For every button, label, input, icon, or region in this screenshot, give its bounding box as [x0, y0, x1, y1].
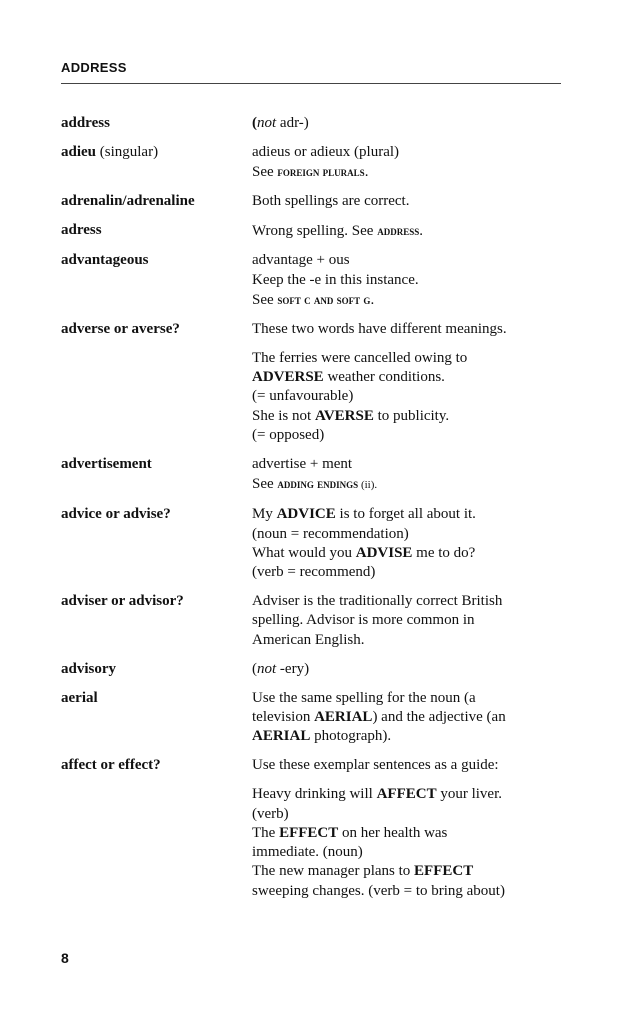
definition-line [252, 824, 566, 843]
definition-paragraph [252, 785, 566, 901]
text-run: photograph). [310, 728, 392, 745]
definition-line [252, 785, 566, 804]
text-run: adr-) [276, 115, 309, 131]
emphasis-word: AERIAL [252, 728, 311, 745]
cross-reference: address [377, 223, 420, 239]
running-header: ADDRESS [61, 60, 127, 75]
entry-term [61, 756, 252, 901]
text-run: sweeping changes. (verb = to bring about) [252, 882, 505, 899]
definition-paragraph [252, 505, 566, 582]
text-run: ( [252, 660, 257, 677]
text-run: to publicity. [373, 407, 450, 424]
definition-paragraph [252, 349, 566, 445]
definition-paragraph [252, 689, 566, 747]
small-note: (ii). [358, 479, 378, 492]
italic-word: not [257, 115, 277, 131]
definition-paragraph [252, 320, 566, 339]
definition-line [252, 114, 566, 133]
text-run: (= opposed) [252, 426, 325, 443]
text-run: The new manager plans to [252, 863, 415, 880]
dictionary-entries [61, 114, 566, 911]
definition-line [252, 660, 566, 679]
text-run: American English. [252, 631, 365, 648]
definition-line [252, 727, 566, 746]
headword: aerial [61, 689, 98, 706]
definition-line [252, 251, 566, 270]
definition-line [252, 221, 566, 241]
cross-reference: soft c and soft g [277, 291, 371, 307]
definition-paragraph [252, 455, 566, 496]
entry-definition [252, 455, 566, 496]
text-run: immediate. (noun) [252, 844, 363, 861]
headword: advantageous [61, 252, 149, 269]
entry-definition [252, 320, 566, 445]
definition-line [252, 882, 566, 901]
cross-reference: foreign plurals [277, 164, 365, 180]
entry-row [61, 689, 566, 747]
definition-line [252, 143, 566, 162]
text-run: Adviser is the traditionally correct British [252, 593, 503, 610]
definition-line [252, 756, 566, 775]
text-run: Wrong spelling. See [252, 223, 378, 240]
text-run: advertise + ment [252, 455, 353, 472]
text-run: What would you [252, 544, 356, 561]
entry-row [61, 192, 566, 211]
entry-term [61, 251, 252, 310]
text-run: . [370, 291, 375, 308]
entry-definition [252, 756, 566, 901]
entry-term [61, 320, 252, 445]
entry-definition [252, 114, 566, 133]
text-run: The [252, 824, 280, 841]
definition-line [252, 505, 566, 524]
headword: adverse or averse? [61, 320, 180, 337]
definition-line [252, 162, 566, 182]
text-run: -ery) [276, 660, 310, 677]
cross-reference: adding endings [277, 476, 359, 492]
text-run: advantage + ous [252, 252, 350, 269]
definition-paragraph [252, 251, 566, 310]
entry-row [61, 660, 566, 679]
definition-line [252, 271, 566, 290]
definition-paragraph [252, 660, 566, 679]
entry-definition [252, 192, 566, 211]
text-run: These two words have different meanings. [252, 320, 507, 337]
entry-definition [252, 221, 566, 241]
entry-row [61, 251, 566, 310]
entry-definition [252, 660, 566, 679]
headword: advice or advise? [61, 506, 171, 523]
header-rule [61, 83, 561, 84]
entry-term [61, 689, 252, 747]
entry-definition [252, 505, 566, 582]
headword: adviser or advisor? [61, 593, 184, 610]
definition-line [252, 544, 566, 563]
italic-word: not [257, 660, 277, 677]
text-run: Both spellings are correct. [252, 193, 410, 210]
headword: affect or effect? [61, 757, 161, 774]
emphasis-word: EFFECT [279, 824, 339, 841]
entry-term [61, 455, 252, 496]
entry-term [61, 192, 252, 211]
entry-term [61, 143, 252, 183]
text-run: Heavy drinking will [252, 786, 377, 803]
definition-line [252, 708, 566, 727]
definition-paragraph [252, 756, 566, 775]
text-run: ) and the adjective (an [372, 708, 506, 725]
definition-line [252, 689, 566, 708]
definition-line [252, 862, 566, 881]
text-run: . [364, 164, 369, 181]
emphasis-word: ADVERSE [252, 369, 324, 386]
entry-row [61, 320, 566, 445]
emphasis-word: AERIAL [314, 708, 373, 725]
definition-line [252, 455, 566, 474]
text-run: See [252, 164, 278, 181]
definition-line [252, 563, 566, 582]
entry-definition [252, 143, 566, 183]
emphasis-word: AFFECT [376, 786, 437, 803]
definition-paragraph [252, 192, 566, 211]
definition-line [252, 611, 566, 630]
entry-definition [252, 689, 566, 747]
entry-term [61, 114, 252, 133]
headword: adrenalin/adrenaline [61, 193, 195, 210]
entry-row [61, 505, 566, 582]
headword: address [61, 115, 110, 131]
text-run: on her health was [338, 824, 448, 841]
entry-row [61, 455, 566, 496]
definition-paragraph [252, 221, 566, 241]
text-run: television [252, 708, 315, 725]
entry-term [61, 592, 252, 650]
text-run: weather conditions. [323, 369, 445, 386]
definition-line [252, 290, 566, 310]
entry-term [61, 660, 252, 679]
text-run: adieus or adieux (plural) [252, 143, 400, 160]
text-run: My [252, 506, 277, 523]
text-run: is to forget all about it. [335, 506, 476, 523]
definition-line [252, 592, 566, 611]
text-run: me to do? [412, 544, 476, 561]
text-run: See [252, 291, 278, 308]
headword: adieu [61, 143, 97, 160]
entry-row [61, 756, 566, 901]
page-number: 8 [61, 950, 69, 966]
emphasis-word: ADVISE [355, 544, 413, 561]
text-run: Keep the -e in this instance. [252, 271, 419, 288]
definition-line [252, 426, 566, 445]
definition-line [252, 368, 566, 387]
text-run: (= unfavourable) [252, 388, 354, 405]
text-run: Use these exemplar sentences as a guide: [252, 757, 499, 774]
headword: advisory [61, 660, 117, 677]
definition-line [252, 407, 566, 426]
definition-line [252, 349, 566, 368]
text-run: spelling. Advisor is more common in [252, 612, 475, 629]
definition-line [252, 843, 566, 862]
headword: advertisement [61, 455, 152, 472]
entry-definition [252, 592, 566, 650]
entry-term [61, 221, 252, 241]
emphasis-word: ADVICE [276, 506, 336, 523]
definition-line [252, 474, 566, 495]
definition-line [252, 525, 566, 544]
definition-paragraph [252, 114, 566, 133]
entry-term [61, 505, 252, 582]
definition-line [252, 805, 566, 824]
entry-row [61, 592, 566, 650]
text-run: . [419, 223, 423, 240]
text-run: See [252, 476, 278, 493]
definition-line [252, 387, 566, 406]
entry-definition [252, 251, 566, 310]
emphasis-word: AVERSE [314, 407, 374, 424]
entry-row [61, 221, 566, 241]
text-run: (verb) [252, 805, 289, 822]
headword-note: (singular) [96, 143, 159, 160]
emphasis-word: ( [252, 115, 257, 131]
emphasis-word: EFFECT [414, 863, 474, 880]
definition-line [252, 192, 566, 211]
entry-row [61, 143, 566, 183]
text-run: your liver. [436, 786, 502, 803]
entry-row [61, 114, 566, 133]
definition-paragraph [252, 592, 566, 650]
definition-line [252, 631, 566, 650]
headword: adress [61, 222, 102, 239]
text-run: She is not [252, 407, 315, 424]
text-run: (verb = recommend) [252, 564, 376, 581]
text-run: The ferries were cancelled owing to [252, 349, 468, 366]
definition-line [252, 320, 566, 339]
text-run: (noun = recommendation) [252, 525, 409, 542]
definition-paragraph [252, 143, 566, 183]
text-run: Use the same spelling for the noun (a [252, 689, 476, 706]
